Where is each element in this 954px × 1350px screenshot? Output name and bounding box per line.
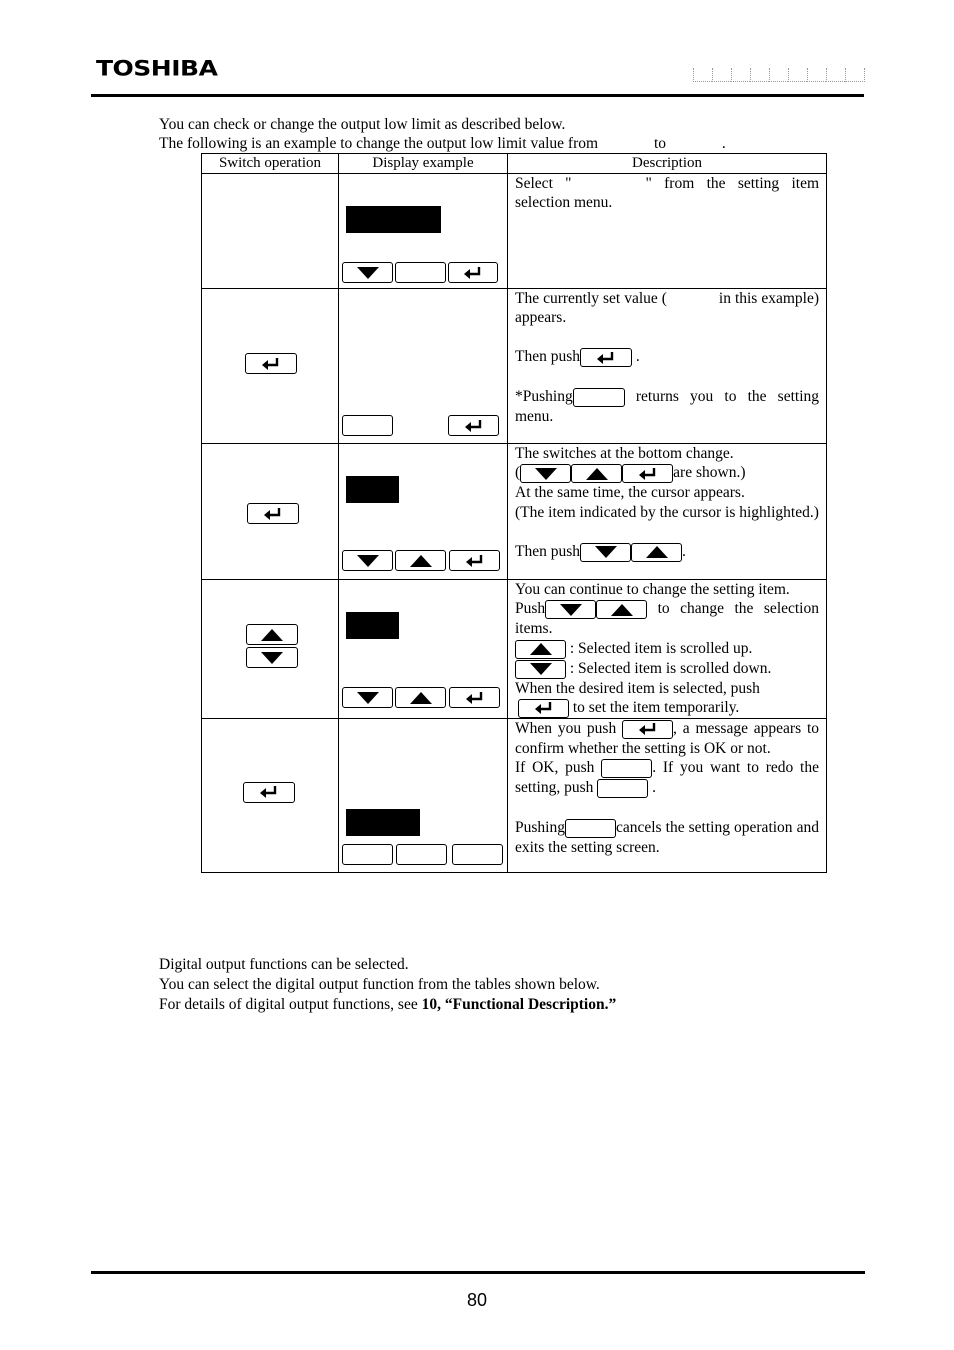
operation-table	[201, 153, 827, 873]
enter-key[interactable]	[243, 782, 295, 803]
footer-rule	[91, 1271, 865, 1274]
enter-key-inline	[622, 464, 673, 483]
header-rule	[91, 94, 864, 97]
up-key[interactable]	[395, 550, 446, 571]
up-triangle-icon	[646, 546, 668, 558]
message-highlight	[346, 809, 420, 836]
section2-line-2: You can select the digital output function from the tables shown below.	[159, 976, 600, 993]
up-triangle-icon	[410, 692, 432, 704]
down-key-inline	[580, 543, 631, 562]
cursor-highlight	[346, 612, 399, 639]
functional-description-reference: 10, “Functional Description.”	[421, 996, 617, 1013]
down-triangle-icon	[595, 546, 617, 558]
enter-arrow-icon	[262, 357, 280, 371]
intro-line-1: You can check or change the output low limit as described below.	[159, 116, 566, 133]
blank-key-inline	[601, 759, 652, 778]
enter-arrow-icon	[260, 785, 278, 799]
display-highlight	[346, 206, 441, 233]
up-key[interactable]	[395, 687, 446, 708]
enter-arrow-icon	[639, 467, 657, 481]
blank-key-inline	[573, 388, 625, 407]
enter-arrow-icon	[465, 419, 483, 433]
blank-key-inline	[597, 779, 648, 798]
table-row	[202, 174, 827, 289]
table-row	[202, 580, 827, 719]
table-row	[202, 718, 827, 872]
down-key[interactable]	[246, 647, 298, 668]
section2-line-3	[159, 995, 616, 1015]
toshiba-logo: TOSHIBA	[96, 56, 218, 81]
intro-line-2-text: The following is an example to change the output low limit value from	[159, 135, 599, 152]
enter-arrow-icon	[264, 507, 282, 521]
enter-arrow-icon	[639, 722, 657, 736]
up-triangle-icon	[611, 604, 633, 616]
up-triangle-icon	[530, 643, 552, 655]
up-key-inline	[515, 640, 566, 659]
blank-key-inline	[565, 819, 616, 838]
up-triangle-icon	[586, 468, 608, 480]
enter-key[interactable]	[449, 550, 500, 571]
row1-description: Select " " from the setting item selection menu.	[515, 175, 820, 212]
col-header-display: Display example	[339, 154, 508, 174]
section2-line-1: Digital output functions can be selected.	[159, 956, 409, 973]
intro-period: .	[721, 135, 726, 152]
row5-description: When you push , a message appears to confirm whether the setting is OK or not. If OK, push . If you want to redo the setting, push . Pushing cancels the setting operation and exits the setting screen.	[515, 719, 819, 856]
row3-description: The switches at the bottom change. ( are shown.) At the same time, the cursor appears. (The item indicated by the cursor is highlighted.) Then push .	[515, 445, 819, 560]
cursor-highlight	[346, 476, 399, 503]
down-key[interactable]	[342, 550, 393, 571]
up-key[interactable]	[246, 624, 298, 645]
enter-key[interactable]	[448, 262, 498, 283]
down-key-inline	[545, 600, 596, 619]
up-triangle-icon	[410, 555, 432, 567]
col-header-switch: Switch operation	[202, 154, 339, 174]
enter-key-inline	[622, 720, 673, 739]
down-triangle-icon	[357, 692, 379, 704]
enter-key[interactable]	[245, 353, 297, 374]
enter-arrow-icon	[466, 691, 484, 705]
enter-key[interactable]	[449, 687, 500, 708]
up-key-inline	[596, 600, 647, 619]
col-header-description: Description	[508, 154, 827, 174]
blank-key[interactable]	[452, 844, 503, 865]
header-revision-boxes	[693, 68, 865, 82]
down-key-inline	[515, 660, 566, 679]
down-triangle-icon	[535, 468, 557, 480]
enter-arrow-icon	[466, 554, 484, 568]
enter-arrow-icon	[464, 266, 482, 280]
down-triangle-icon	[357, 267, 379, 279]
down-key-inline	[520, 464, 571, 483]
table-row	[202, 289, 827, 444]
up-key-inline	[631, 543, 682, 562]
down-triangle-icon	[357, 555, 379, 567]
enter-key[interactable]	[448, 415, 499, 436]
down-key[interactable]	[342, 687, 393, 708]
page-number: 80	[466, 1290, 488, 1310]
enter-arrow-icon	[535, 701, 553, 715]
enter-key-inline	[518, 699, 569, 718]
down-triangle-icon	[261, 652, 283, 664]
blank-key[interactable]	[396, 844, 447, 865]
table-row	[202, 444, 827, 580]
enter-key[interactable]	[247, 503, 299, 524]
section2-line-3-text: For details of digital output functions, see	[159, 996, 422, 1013]
down-triangle-icon	[530, 663, 552, 675]
enter-key-inline	[580, 348, 632, 367]
up-triangle-icon	[261, 629, 283, 641]
row4-description: You can continue to change the setting item. Push to change the selection items. : Selected item is scrolled up. : Selected item is scrolled down. When the desired item is selected, push to set the item temporarily.	[515, 581, 819, 717]
down-key[interactable]	[342, 262, 393, 283]
blank-key[interactable]	[395, 262, 446, 283]
up-key-inline	[571, 464, 622, 483]
enter-arrow-icon	[597, 351, 615, 365]
blank-key[interactable]	[342, 415, 393, 436]
row2-description: The currently set value ( in this example) appears. Then push . *Pushing returns you to the setting menu.	[515, 290, 819, 425]
intro-to: to	[653, 135, 667, 152]
blank-key[interactable]	[342, 844, 393, 865]
down-triangle-icon	[560, 604, 582, 616]
intro-line-2	[159, 134, 726, 154]
